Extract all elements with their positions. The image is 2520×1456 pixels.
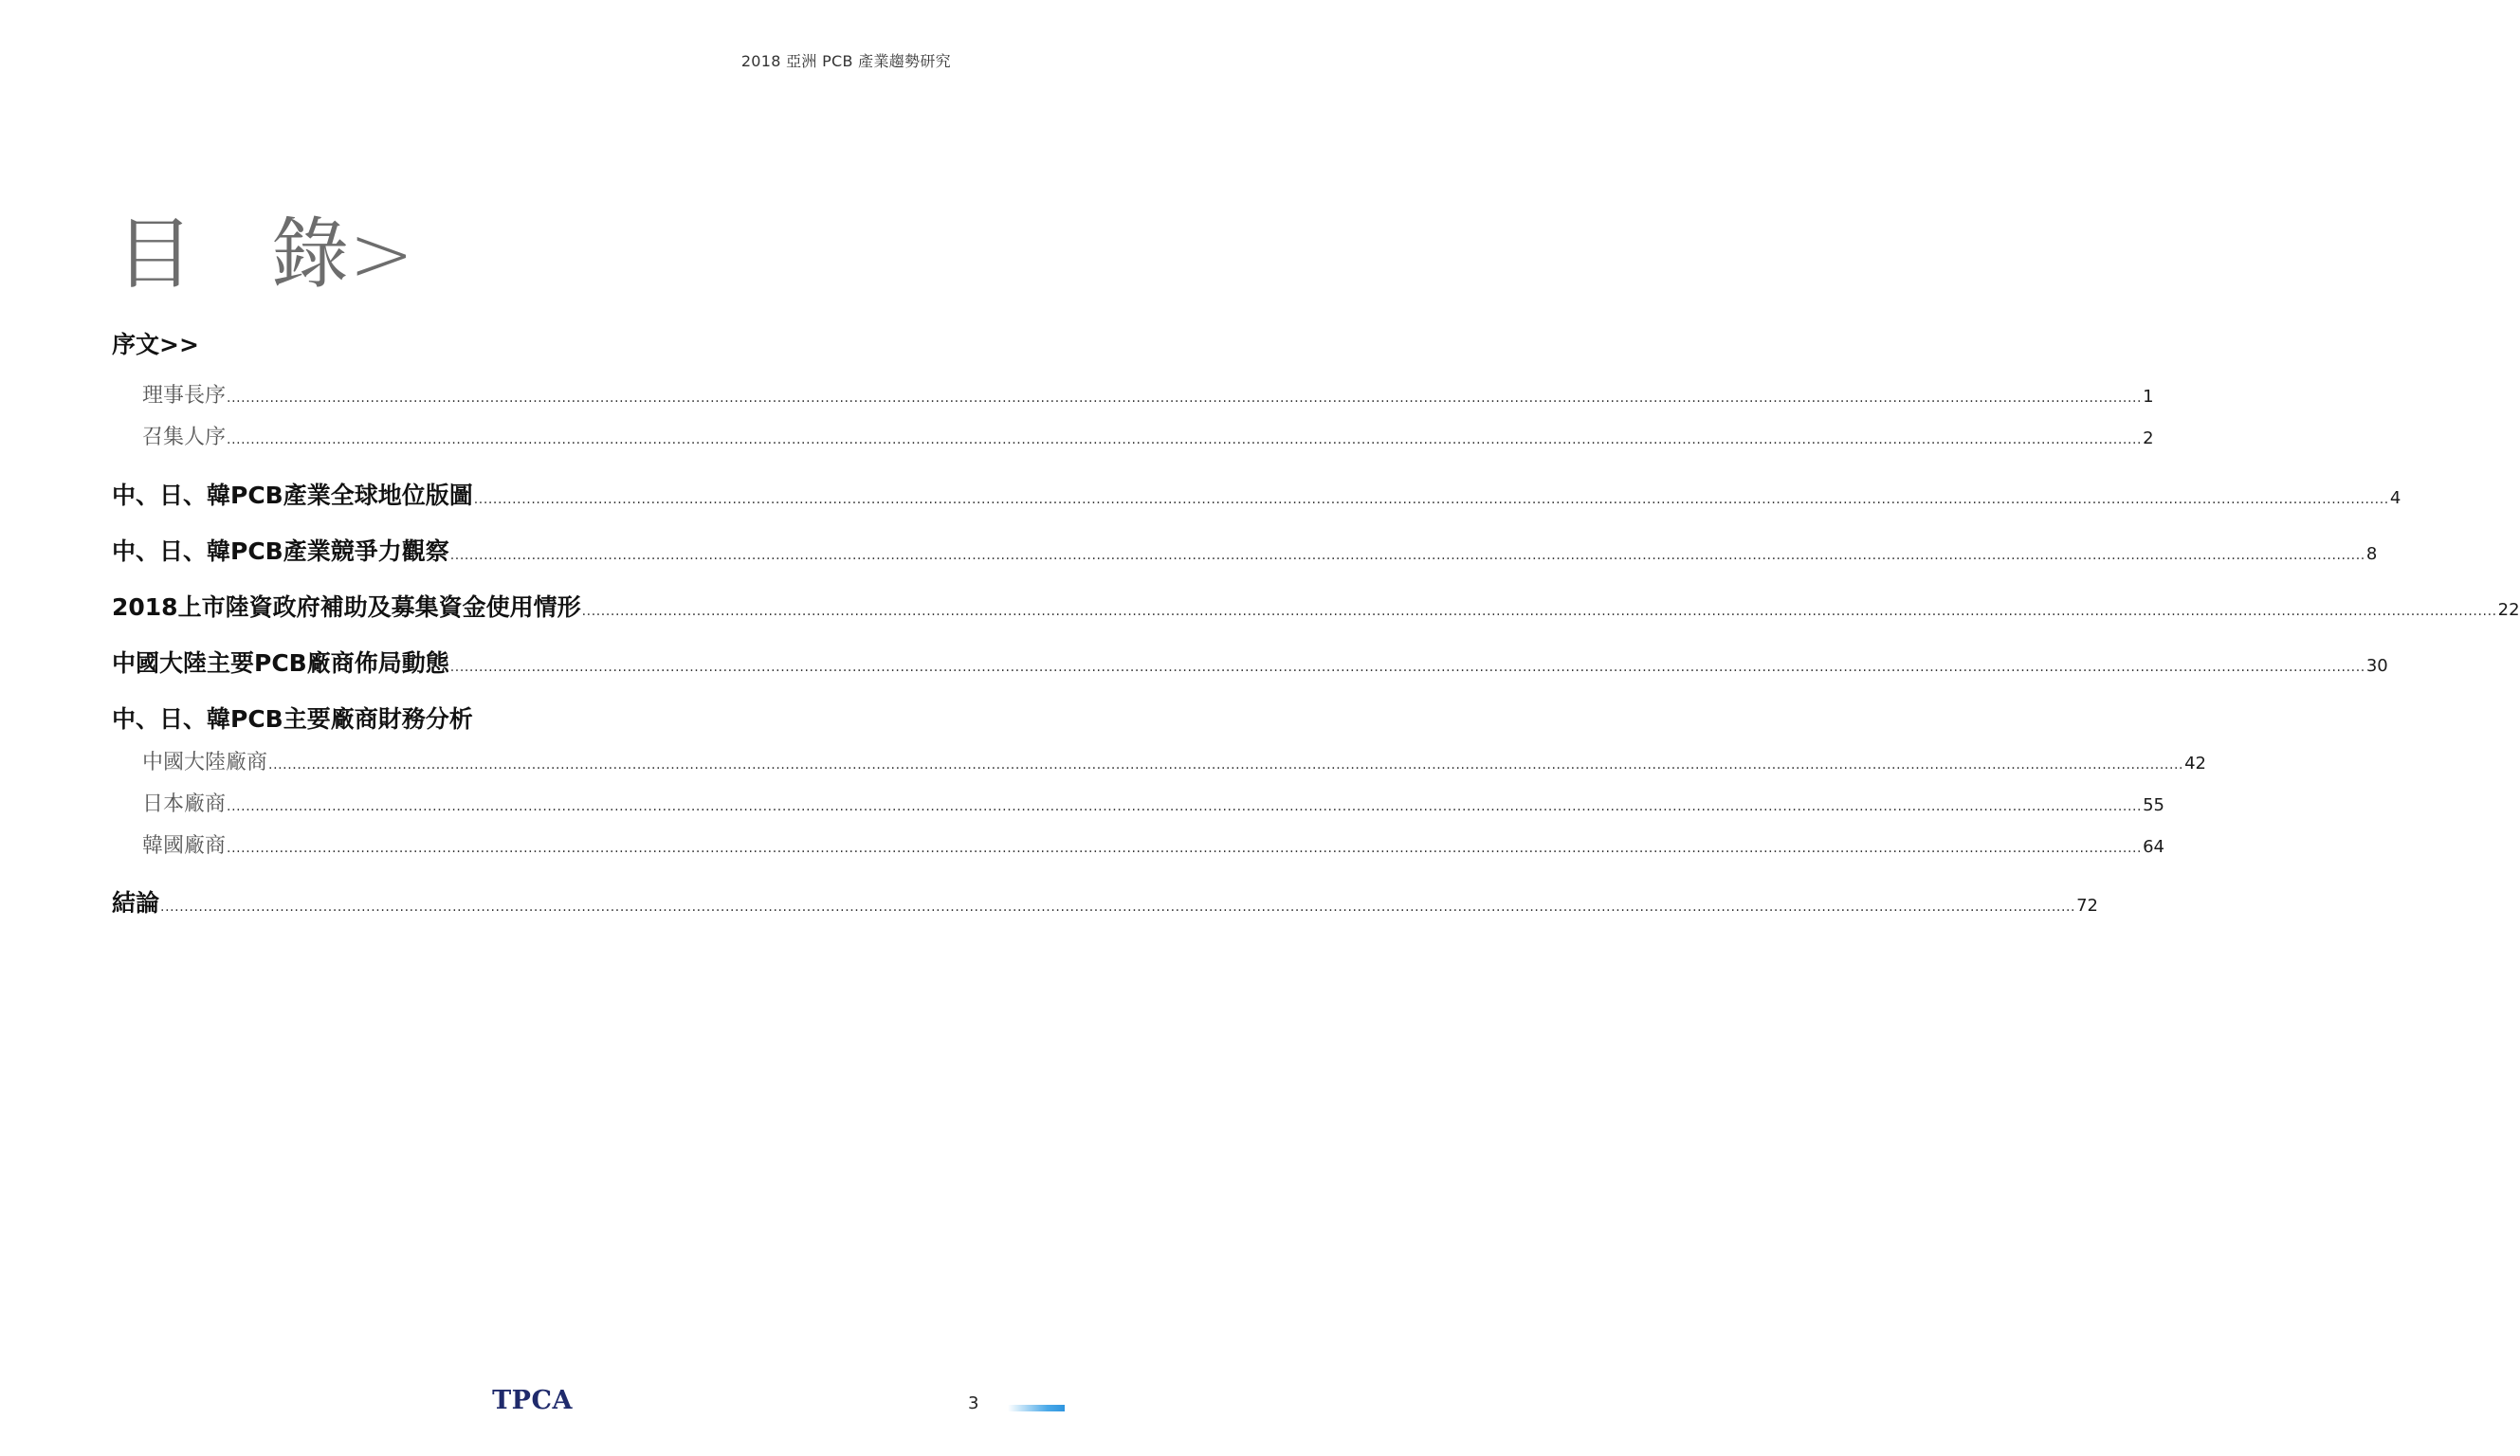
toc-entry-title: 中國大陸主要PCB廠商佈局動態 <box>112 649 449 677</box>
dot-leader: ................................................................................................................................................................................................................................................................................................................................................................................................................ <box>227 841 2143 856</box>
dot-leader: ................................................................................................................................................................................................................................................................................................................................................................................................................ <box>449 548 2365 563</box>
dot-leader: ................................................................................................................................................................................................................................................................................................................................................................................................................ <box>227 799 2143 814</box>
tpca-logo: TPCA <box>492 1386 573 1415</box>
toc-section-preface[interactable] <box>112 326 923 360</box>
toc-entry-page: 55 <box>2143 795 2164 815</box>
toc-entry-page: 1 <box>2143 387 2154 407</box>
toc-heading: 目 錄> <box>116 209 414 300</box>
dot-leader: ................................................................................................................................................................................................................................................................................................................................................................................................................ <box>473 492 2389 507</box>
dot-leader: ................................................................................................................................................................................................................................................................................................................................................................................................................ <box>581 604 2497 619</box>
toc-entry-china-makers[interactable] <box>112 746 2206 775</box>
toc-entry-title: 日本廠商 <box>142 792 227 816</box>
page-number: 3 <box>968 1393 979 1413</box>
toc-entry-page: 4 <box>2389 488 2401 508</box>
toc-entry-title: 中、日、韓PCB產業競爭力觀察 <box>112 537 449 565</box>
toc-entry-convener-preface[interactable] <box>112 421 2154 450</box>
dot-leader: ................................................................................................................................................................................................................................................................................................................................................................................................................ <box>449 660 2365 675</box>
toc-entry-page: 72 <box>2076 896 2098 916</box>
toc-entry-title: 召集人序 <box>142 426 227 449</box>
page-accent-bar <box>1008 1405 1065 1411</box>
toc-entry-page: 8 <box>2365 544 2378 564</box>
dot-leader: ................................................................................................................................................................................................................................................................................................................................................................................................................ <box>227 391 2143 406</box>
toc-entry-title: 結論 <box>112 889 160 917</box>
toc-entry-china-layout[interactable] <box>112 645 2388 679</box>
toc-entry-title: 韓國廠商 <box>142 834 227 858</box>
toc-entry-page: 42 <box>2184 754 2206 774</box>
toc-entry-page: 64 <box>2143 837 2164 857</box>
toc-entry-title: 2018上市陸資政府補助及募集資金使用情形 <box>112 593 581 621</box>
toc-entry-competitiveness[interactable] <box>112 533 2378 567</box>
toc-entry-government-subsidy[interactable] <box>112 589 2520 623</box>
dot-leader: ................................................................................................................................................................................................................................................................................................................................................................................................................ <box>227 432 2143 447</box>
dot-leader: ................................................................................................................................................................................................................................................................................................................................................................................................................ <box>268 757 2184 773</box>
toc-entry-page: 30 <box>2365 656 2388 676</box>
toc-entry-japan-makers[interactable] <box>112 788 2164 817</box>
toc-section-financial-analysis[interactable] <box>112 701 923 735</box>
toc-entry-chairman-preface[interactable] <box>112 379 2154 409</box>
toc-entry-title: 理事長序 <box>142 384 227 408</box>
toc-entry-page: 2 <box>2143 428 2154 448</box>
toc-entry-title: 中、日、韓PCB產業全球地位版圖 <box>112 482 473 509</box>
toc-entry-title: 中、日、韓PCB主要廠商財務分析 <box>112 705 473 733</box>
toc-entry-title: 序文>> <box>112 331 199 358</box>
toc-entry-title: 中國大陸廠商 <box>142 751 268 774</box>
dot-leader: ................................................................................................................................................................................................................................................................................................................................................................................................................ <box>160 900 2076 915</box>
toc-entry-korea-makers[interactable] <box>112 829 2164 859</box>
running-header: 2018 亞洲 PCB 產業趨勢研究 <box>740 52 951 70</box>
toc-entry-conclusion[interactable] <box>112 884 2098 919</box>
toc-entry-page: 22 <box>2497 600 2520 620</box>
toc-entry-global-position[interactable] <box>112 477 2401 511</box>
